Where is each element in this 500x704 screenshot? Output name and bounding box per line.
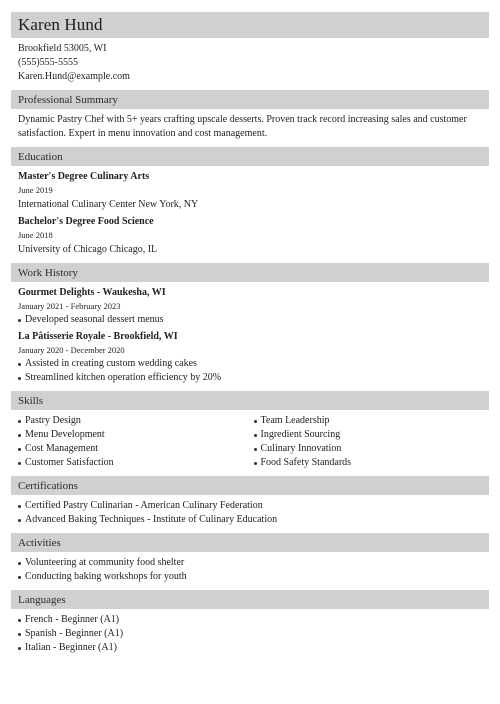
bullet-icon	[18, 647, 21, 650]
list-item	[18, 627, 489, 641]
activity-text: Conducting baking workshops for youth	[25, 571, 187, 582]
list-item	[254, 428, 490, 442]
languages-list	[18, 613, 489, 655]
education-section-body	[11, 166, 489, 257]
work-entry	[18, 330, 489, 385]
education-entry	[18, 170, 489, 212]
bullet-icon	[18, 619, 21, 622]
certification-text: Advanced Baking Techniques - Institute of Culinary Education	[25, 514, 278, 525]
skill-text: Cost Management	[25, 443, 99, 454]
bullet-icon	[18, 448, 21, 451]
list-item	[18, 556, 489, 570]
languages-section-body	[11, 609, 489, 655]
bullet-icon	[18, 576, 21, 579]
list-item	[254, 456, 490, 470]
skill-text: Pastry Design	[25, 415, 81, 426]
list-item-text: Streamlined kitchen operation efficiency by 20%	[25, 372, 222, 383]
list-item-text: Developed seasonal dessert menus	[25, 314, 164, 325]
skills-column-right	[254, 414, 490, 470]
education-entry	[18, 215, 489, 257]
summary-text: Dynamic Pastry Chef with 5+ years crafting upscale desserts. Proven track record increasing sales and customer satisfaction. Expert in menu innovation and cost management.	[18, 114, 467, 139]
education-degree: Bachelor's Degree Food Science	[18, 216, 154, 227]
skills-section-title: Skills	[18, 394, 44, 407]
bullet-icon	[18, 434, 21, 437]
summary-section-header	[11, 90, 489, 109]
work-employer: Gourmet Delights - Waukesha, WI	[18, 287, 166, 298]
list-item-text: Assisted in creating custom wedding cakes	[25, 358, 197, 369]
work-section-header	[11, 263, 489, 282]
education-degree: Master's Degree Culinary Arts	[18, 171, 150, 182]
bullet-icon	[18, 420, 21, 423]
work-employer: La Pâtisserie Royale - Brookfield, WI	[18, 331, 178, 342]
list-item	[18, 371, 489, 385]
list-item	[18, 428, 254, 442]
list-item	[18, 456, 254, 470]
summary-section-body	[11, 109, 489, 141]
education-school: University of Chicago Chicago, IL	[18, 244, 158, 255]
list-item	[254, 442, 490, 456]
work-entry	[18, 286, 489, 327]
skill-text: Ingredient Sourcing	[260, 429, 341, 440]
bullet-icon	[18, 562, 21, 565]
certifications-list	[18, 499, 489, 527]
work-bullets	[18, 313, 489, 327]
activities-section-title: Activities	[18, 536, 61, 549]
work-date: January 2020 - December 2020	[18, 345, 125, 355]
skill-text: Food Safety Standards	[260, 457, 352, 468]
certifications-section-body	[11, 495, 489, 527]
list-item	[18, 613, 489, 627]
skills-section-body	[11, 410, 489, 470]
list-item	[18, 414, 254, 428]
list-item	[18, 513, 489, 527]
certifications-section-header	[11, 476, 489, 495]
education-date: June 2019	[18, 185, 53, 195]
skill-text: Culinary Innovation	[260, 443, 342, 454]
work-bullets	[18, 357, 489, 385]
skills-column-left	[18, 414, 254, 470]
language-text: French - Beginner (A1)	[25, 614, 120, 625]
skills-grid	[18, 414, 489, 470]
summary-section-title: Professional Summary	[18, 93, 118, 106]
activities-section-header	[11, 533, 489, 552]
list-item	[254, 414, 490, 428]
education-school: International Culinary Center New York, NY	[18, 199, 199, 210]
bullet-icon	[254, 448, 257, 451]
certifications-section-title: Certifications	[18, 479, 78, 492]
contact-info	[11, 38, 489, 84]
list-item	[18, 442, 254, 456]
bullet-icon	[18, 363, 21, 366]
list-item	[18, 357, 489, 371]
bullet-icon	[254, 434, 257, 437]
bullet-icon	[18, 377, 21, 380]
bullet-icon	[18, 519, 21, 522]
list-item	[18, 499, 489, 513]
skill-text: Team Leadership	[260, 415, 330, 426]
work-date: January 2021 - February 2023	[18, 301, 121, 311]
work-section-body	[11, 282, 489, 385]
education-date: June 2018	[18, 230, 53, 240]
activities-section-body	[11, 552, 489, 584]
candidate-name: Karen Hund	[18, 15, 103, 34]
language-text: Italian - Beginner (A1)	[25, 642, 117, 653]
contact-phone: (555)555-5555	[18, 57, 78, 68]
contact-email: Karen.Hund@example.com	[18, 71, 130, 82]
skill-text: Menu Development	[25, 429, 105, 440]
bullet-icon	[254, 420, 257, 423]
work-section-title: Work History	[18, 266, 78, 279]
bullet-icon	[254, 462, 257, 465]
education-section-header	[11, 147, 489, 166]
languages-section-header	[11, 590, 489, 609]
bullet-icon	[18, 505, 21, 508]
language-text: Spanish - Beginner (A1)	[25, 628, 124, 639]
skills-section-header	[11, 391, 489, 410]
activity-text: Volunteering at community food shelter	[25, 557, 185, 568]
bullet-icon	[18, 633, 21, 636]
activities-list	[18, 556, 489, 584]
bullet-icon	[18, 462, 21, 465]
bullet-icon	[18, 319, 21, 322]
contact-location: Brookfield 53005, WI	[18, 43, 107, 54]
skill-text: Customer Satisfaction	[25, 457, 114, 468]
list-item	[18, 570, 489, 584]
languages-section-title: Languages	[18, 593, 66, 606]
education-section-title: Education	[18, 150, 63, 163]
list-item	[18, 313, 489, 327]
certification-text: Certified Pastry Culinarian - American Culinary Federation	[25, 500, 263, 511]
list-item	[18, 641, 489, 655]
name-header	[11, 12, 489, 38]
